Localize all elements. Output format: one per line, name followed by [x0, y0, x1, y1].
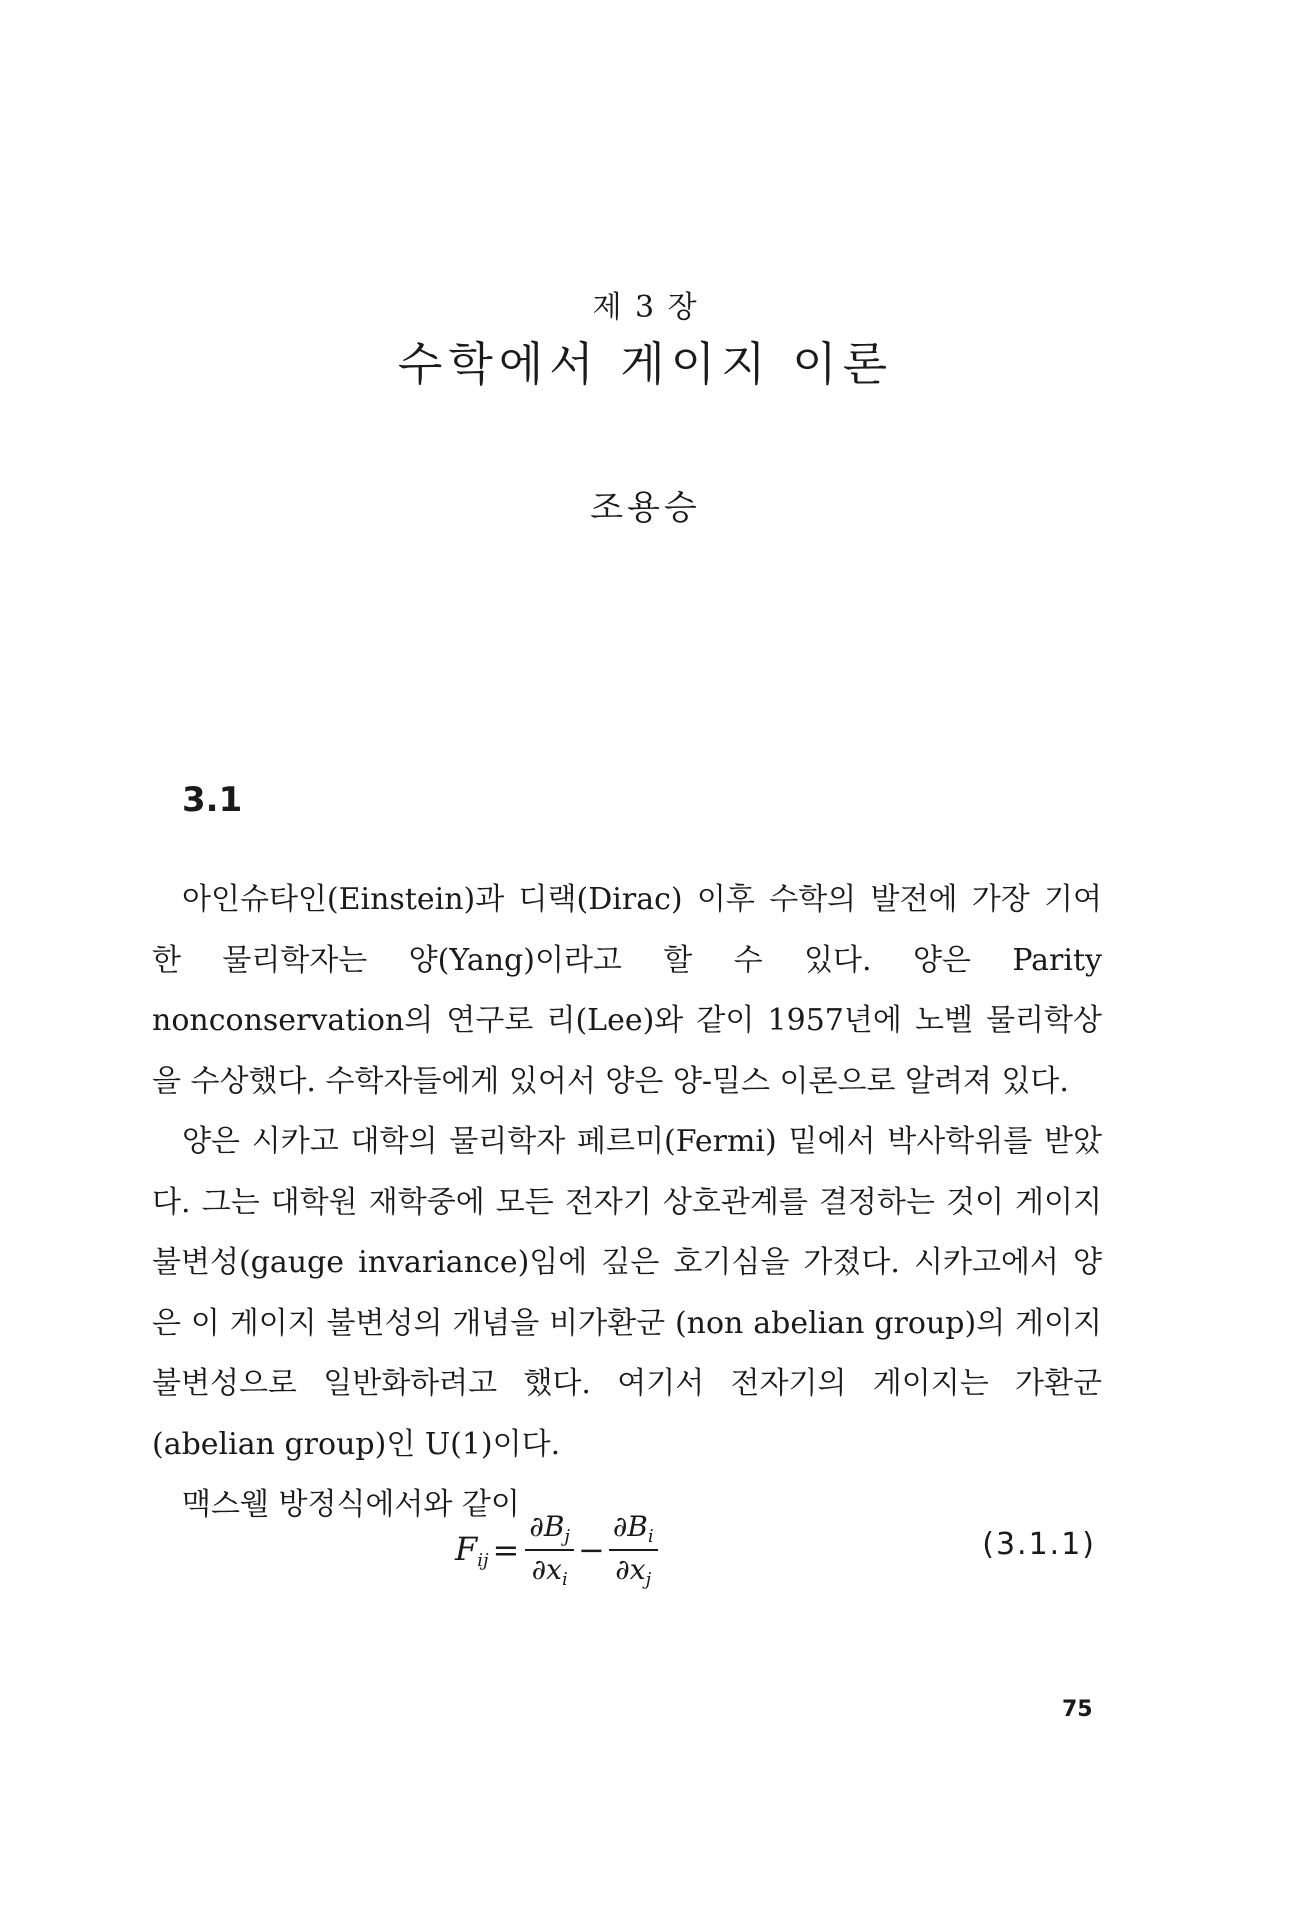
eq-fraction-1 [525, 1510, 574, 1590]
chapter-label: 제 3 장 [592, 290, 699, 325]
eq-f1-den-sub: i [561, 1569, 568, 1590]
author-name: 조용승 [590, 488, 701, 528]
eq-minus: − [578, 1531, 605, 1569]
paragraph-2: 양은 시카고 대학의 물리학자 페르미(Fermi) 밑에서 박사학위를 받았다. 그는 대학원 재학중에 모든 전자기 상호관계를 결정하는 것이 게이지 불변성(gauge invariance)임에 깊은 호기심을 가졌다. 시카고에서 양은 이 게이지 불변성의 개념을 비가환군 (non abelian group)의 게이지 불변성으로 일반화하려고 했다. 여기서 전자기의 게이지는 가환군(abelian group)인 U(1)이다. [152, 1124, 1102, 1462]
eq-fraction-1-denominator [528, 1551, 572, 1590]
equation-3-1-1 [0, 1505, 1291, 1595]
eq-f2-den-text: ∂x [615, 1553, 646, 1586]
paragraph-3: 맥스웰 방정식에서와 같이 [182, 1487, 520, 1522]
eq-fraction-2 [609, 1510, 658, 1590]
page-number: 75 [1062, 1697, 1093, 1722]
eq-f1-num-text: ∂B [529, 1510, 565, 1543]
chapter-title: 수학에서 게이지 이론 [397, 337, 894, 391]
eq-lhs-subscript: ij [477, 1549, 489, 1571]
eq-f2-den-sub: j [645, 1569, 652, 1590]
body-text [152, 870, 1102, 1536]
eq-f1-num-sub: j [564, 1526, 571, 1547]
eq-f2-num-sub: i [647, 1526, 654, 1547]
equation-number: (3.1.1) [982, 1527, 1096, 1562]
equation-body [455, 1505, 660, 1595]
eq-equals: = [492, 1531, 520, 1569]
eq-f2-num-text: ∂B [612, 1510, 648, 1543]
eq-fraction-2-denominator [611, 1551, 655, 1590]
eq-lhs [455, 1530, 489, 1571]
section-number: 3.1 [182, 780, 243, 820]
paragraph-1: 아인슈타인(Einstein)과 디랙(Dirac) 이후 수학의 발전에 가장 기여한 물리학자는 양(Yang)이라고 할 수 있다. 양은 Parity nonconservation의 연구로 리(Lee)와 같이 1957년에 노벨 물리학상을 수상했다. 수학자들에게 있어서 양은 양-밀스 이론으로 알려져 있다. [152, 882, 1102, 1099]
eq-fraction-1-numerator [525, 1510, 574, 1551]
eq-lhs-symbol: F [455, 1529, 478, 1568]
eq-fraction-2-numerator [609, 1510, 658, 1551]
eq-f1-den-text: ∂x [531, 1553, 562, 1586]
